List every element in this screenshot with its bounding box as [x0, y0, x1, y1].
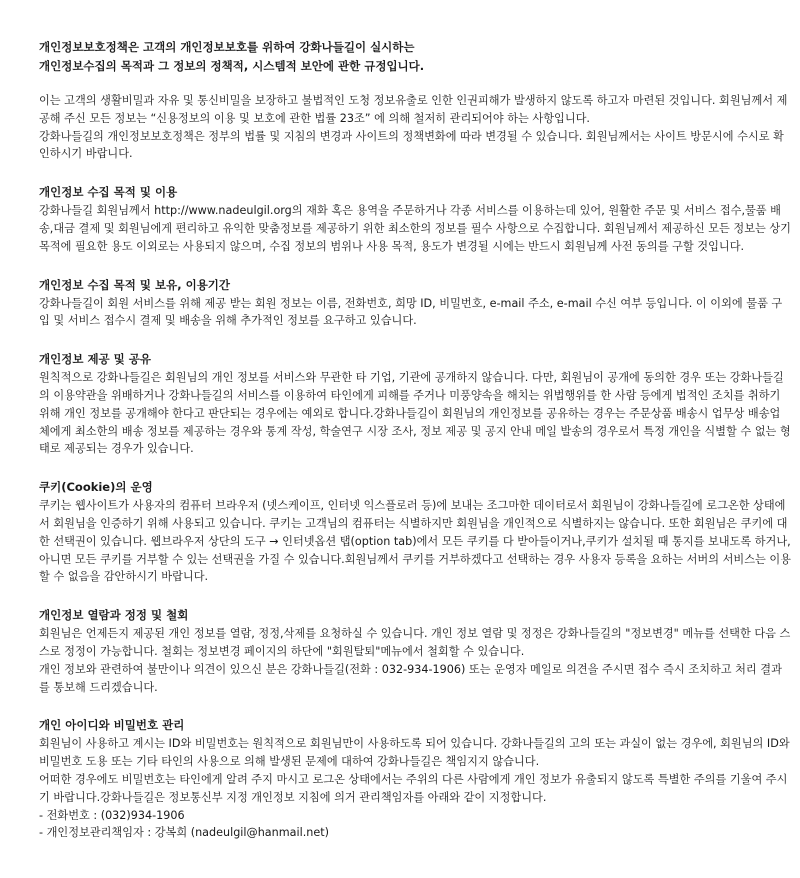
section-paragraph: 강화나들길 회원님께서 http://www.nadeulgil.org의 재화 혹은 용역을 주문하거나 각종 서비스를 이용하는데 있어, 원활한 주문 및 서비스 접수,물품 배송,대금 결제 및 회원님에게 편리하고 유익한 맞춤정보를 제공하기 위한 최소한의 정보를 필수 사항으로 수집합니다. 회원님께서 제공하신 모든 정보는 상기 목적에 필요한 용도 이외로는 사용되지 않으며, 수집 정보의 범위나 사용 목적, 용도가 변경될 시에는 반드시 회원님께 사전 동의를 구할 것입니다.: [39, 204, 791, 253]
intro-heading-line: 개인정보보호정책은 고객의 개인정보보호를 위하여 강화나들길이 실시하는: [39, 40, 415, 54]
section-title: 쿠키(Cookie)의 운영: [39, 480, 153, 495]
section-id-password: [39, 716, 791, 842]
section-cookies: [39, 478, 791, 586]
section-access-correction: [39, 606, 791, 696]
section-paragraph: 개인 정보와 관련하여 불만이나 의견이 있으신 분은 강화나들길(전화 : 032-934-1906) 또는 운영자 메일로 의견을 주시면 접수 즉시 조치하고 처리 결과를 통보해 드리겠습니다.: [39, 662, 782, 694]
section-title: 개인정보 제공 및 공유: [39, 352, 151, 367]
intro-paragraphs: [39, 92, 791, 163]
section-title: 개인정보 열람과 정정 및 철회: [39, 608, 189, 623]
section-title: 개인정보 수집 목적 및 이용: [39, 185, 178, 200]
section-title: 개인 아이디와 비밀번호 관리: [39, 718, 185, 733]
section-paragraph: 쿠키는 웹사이트가 사용자의 컴퓨터 브라우저 (넷스케이프, 인터넷 익스플로러 등)에 보내는 조그마한 데이터로서 회원님이 강화나들길에 로그온한 상태에서 회원님을 인증하기 위해 사용되고 있습니다. 쿠키는 고객님의 컴퓨터는 식별하지만 회원님을 개인적으로 식별하지는 않습니다. 또한 회원님은 쿠키에 대한 선택권이 있습니다. 웹브라우저 상단의 도구 → 인터넷옵션 탭(option tab)에서 모든 쿠키를 다 받아들이거나,쿠키가 설치될 때 통지를 보내도록 하거나,아니면 모든 쿠키를 거부할 수 있는 선택권을 가질 수 있습니다.회원님께서 쿠키를 거부하겠다고 선택하는 경우 사용자 등록을 요하는 서버의 서비스는 이용할 수 없음을 감안하시기 바랍니다.: [39, 499, 791, 584]
contact-phone: - 전화번호 : (032)934-1906: [39, 808, 185, 822]
intro-heading: [39, 38, 791, 76]
intro-paragraph: 강화나들길의 개인정보보호정책은 정부의 법률 및 지침의 변경과 사이트의 정책변화에 따라 변경될 수 있습니다. 회원님께서는 사이트 방문시에 수시로 확인하시기 바랍니다.: [39, 129, 784, 161]
contact-manager: - 개인정보관리책임자 : 강복희 (nadeulgil@hanmail.net): [39, 826, 330, 840]
section-paragraph: 어떠한 경우에도 비밀번호는 타인에게 알려 주지 마시고 로그온 상태에서는 주위의 다른 사람에게 개인 정보가 유출되지 않도록 특별한 주의를 기울여 주시기 바랍니다.강화나들길은 정보통신부 지정 개인정보 지침에 의거 관리책임자를 아래와 같이 지정합니다.: [39, 772, 788, 804]
section-paragraph: 원칙적으로 강화나들길은 회원님의 개인 정보를 서비스와 무관한 타 기업, 기관에 공개하지 않습니다. 다만, 회원님이 공개에 동의한 경우 또는 강화나들길의 이용약관을 위배하거나 강화나들길의 서비스를 이용하여 타인에게 피해를 주거나 미풍양속을 해치는 위법행위를 한 사람 등에게 법적인 조치를 취하기 위해 개인 정보를 공개해야 한다고 판단되는 경우에는 예외로 합니다.강화나들길이 회원님의 개인정보를 공유하는 경우는 주문상품 배송시 업무상 배송업체에게 최소한의 배송 정보를 제공하는 경우와 통계 작성, 학술연구 시장 조사, 정보 제공 및 공지 안내 메일 발송의 경우로서 특정 개인을 식별할 수 없는 형태로 제공되는 경우가 있습니다.: [39, 371, 791, 456]
privacy-policy-document: [39, 38, 791, 842]
intro-heading-line: 개인정보수집의 목적과 그 정보의 정책적, 시스템적 보안에 관한 규정입니다.: [39, 59, 425, 73]
section-retention-period: [39, 276, 791, 331]
section-paragraph: 회원님이 사용하고 계시는 ID와 비밀번호는 원칙적으로 회원님만이 사용하도록 되어 있습니다. 강화나들길의 고의 또는 과실이 없는 경우에, 회원님의 ID와 비밀번호 도용 또는 기타 타인의 사용으로 의해 발생된 문제에 대하여 강화나들길은 책임지지 않습니다.: [39, 737, 790, 769]
section-sharing: [39, 350, 791, 458]
section-title: 개인정보 수집 목적 및 보유, 이용기간: [39, 277, 231, 292]
intro-paragraph: 이는 고객의 생활비밀과 자유 및 통신비밀을 보장하고 불법적인 도청 정보유출로 인한 인권피해가 발생하지 않도록 하고자 마련된 것입니다. 회원님께서 제공해 주신 모든 정보는 “신용정보의 이용 및 보호에 관한 법률 23조” 에 의해 철저히 관리되어야 하는 사항입니다.: [39, 94, 788, 125]
section-collection-purpose: [39, 183, 791, 255]
section-paragraph: 강화나들길이 회원 서비스를 위해 제공 받는 회원 정보는 이름, 전화번호, 희망 ID, 비밀번호, e-mail 주소, e-mail 수신 여부 등입니다. 이 이외에 물품 구입 및 서비스 접수시 결제 및 배송을 위해 추가적인 정보를 요구하고 있습니다.: [39, 296, 783, 328]
section-paragraph: 회원님은 언제든지 제공된 개인 정보를 열람, 정정,삭제를 요청하실 수 있습니다. 개인 정보 열람 및 정정은 강화나들길의 "정보변경" 메뉴를 선택한 다음 스스로 정정이 가능합니다. 철회는 정보변경 페이지의 하단에 "회원탈퇴"메뉴에서 철회할 수 있습니다.: [39, 627, 791, 658]
